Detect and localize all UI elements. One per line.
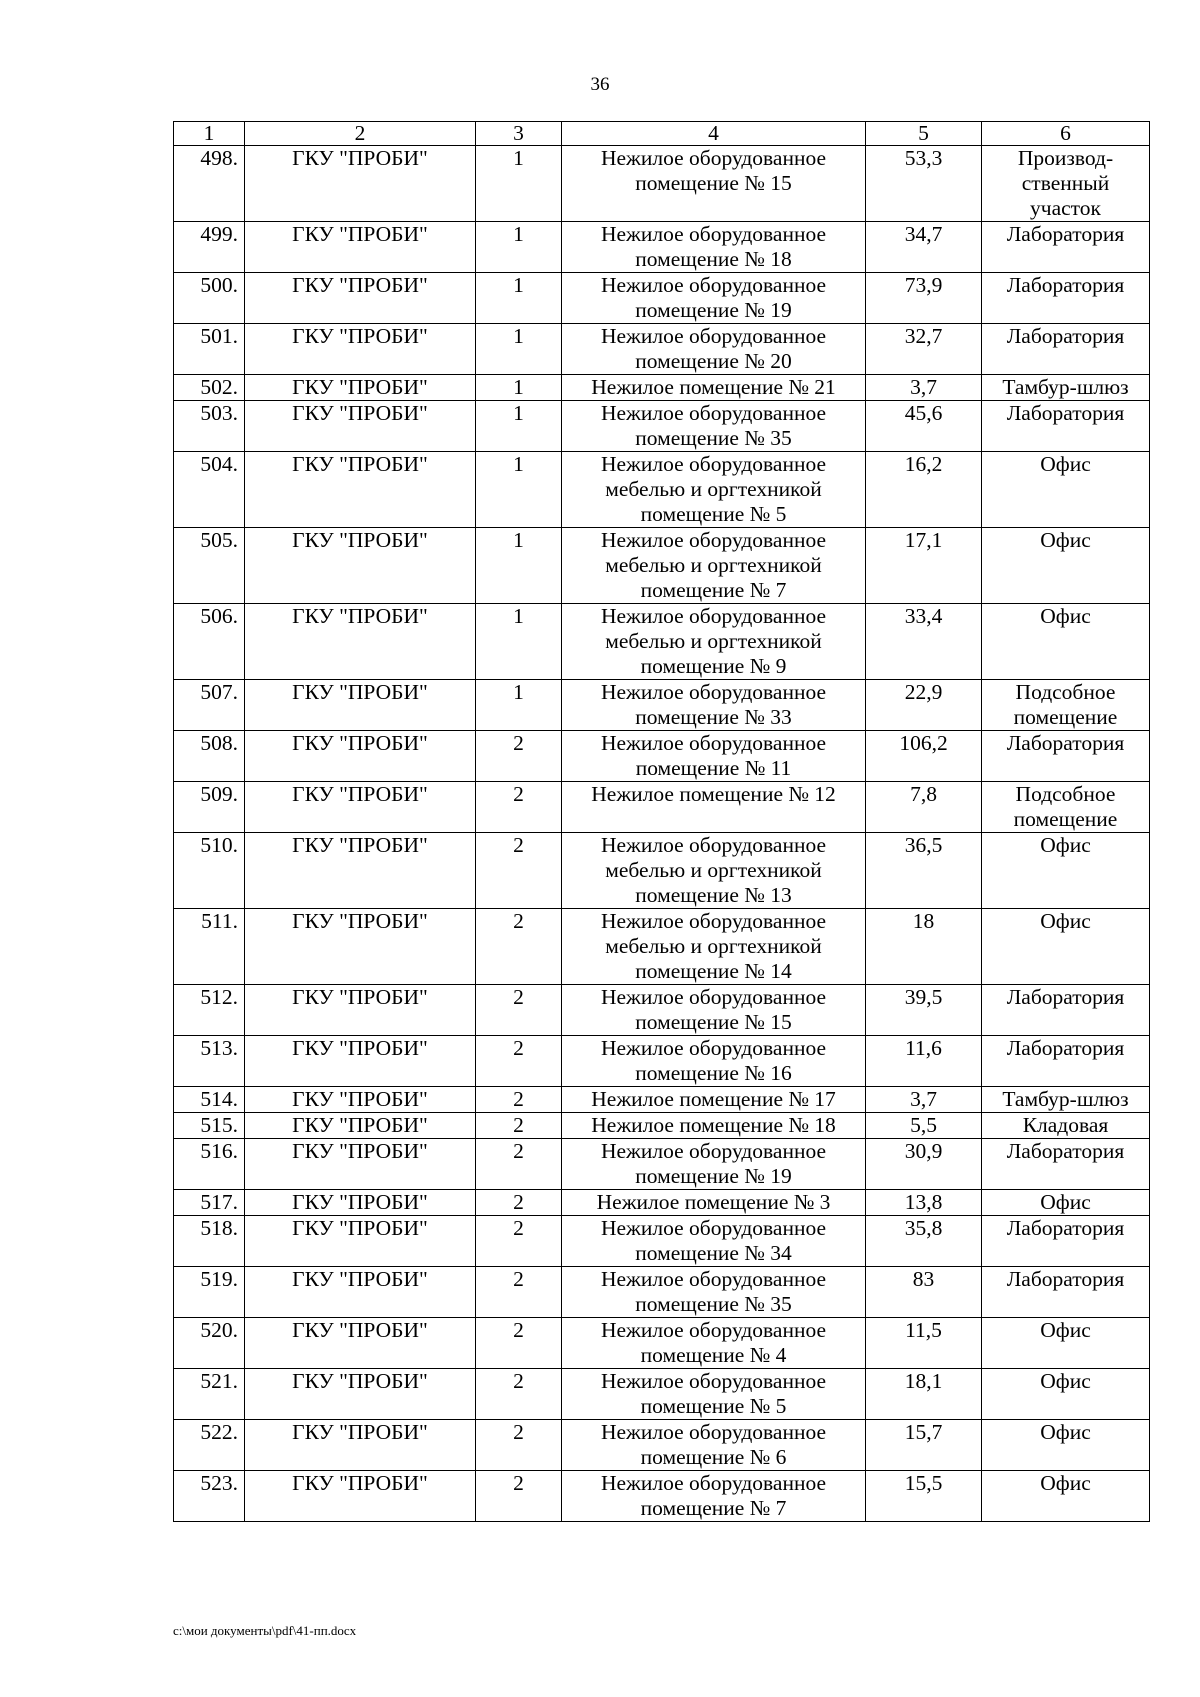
area-cell: 16,2 [866, 452, 982, 528]
table-row [174, 1139, 1150, 1190]
floor-cell: 2 [476, 1190, 562, 1216]
floor-cell: 2 [476, 782, 562, 833]
area-cell: 30,9 [866, 1139, 982, 1190]
premises-description-cell: Нежилое оборудованное мебелью и оргтехникой помещение № 7 [562, 528, 866, 604]
premises-description-cell: Нежилое помещение № 17 [562, 1087, 866, 1113]
table-row [174, 452, 1150, 528]
organization-cell: ГКУ "ПРОБИ" [245, 375, 476, 401]
row-number-cell: 505. [174, 528, 245, 604]
row-number-cell: 499. [174, 222, 245, 273]
row-number-cell: 511. [174, 909, 245, 985]
row-number-cell: 500. [174, 273, 245, 324]
purpose-cell: Тамбур-шлюз [982, 1087, 1150, 1113]
row-number-cell: 509. [174, 782, 245, 833]
file-path-footer: c:\мои документы\pdf\41-пп.docx [173, 1623, 357, 1638]
organization-cell: ГКУ "ПРОБИ" [245, 1420, 476, 1471]
table-row [174, 401, 1150, 452]
floor-cell: 2 [476, 1216, 562, 1267]
floor-cell: 1 [476, 401, 562, 452]
premises-description-cell: Нежилое помещение № 18 [562, 1113, 866, 1139]
premises-description-cell: Нежилое оборудованное помещение № 16 [562, 1036, 866, 1087]
premises-description-cell: Нежилое оборудованное помещение № 15 [562, 985, 866, 1036]
premises-description-cell: Нежилое оборудованное помещение № 4 [562, 1318, 866, 1369]
purpose-cell: Офис [982, 604, 1150, 680]
floor-cell: 2 [476, 833, 562, 909]
organization-cell: ГКУ "ПРОБИ" [245, 324, 476, 375]
table-body [174, 122, 1150, 1522]
purpose-cell: Офис [982, 452, 1150, 528]
floor-cell: 1 [476, 146, 562, 222]
floor-cell: 2 [476, 1471, 562, 1522]
floor-cell: 2 [476, 1267, 562, 1318]
area-cell: 106,2 [866, 731, 982, 782]
row-number-cell: 523. [174, 1471, 245, 1522]
purpose-cell: Кладовая [982, 1113, 1150, 1139]
purpose-cell: Офис [982, 1318, 1150, 1369]
floor-cell: 1 [476, 273, 562, 324]
organization-cell: ГКУ "ПРОБИ" [245, 1471, 476, 1522]
row-number-cell: 507. [174, 680, 245, 731]
organization-cell: ГКУ "ПРОБИ" [245, 1139, 476, 1190]
purpose-cell: Подсобное помещение [982, 680, 1150, 731]
organization-cell: ГКУ "ПРОБИ" [245, 452, 476, 528]
column-header-5: 5 [866, 122, 982, 146]
table-row [174, 146, 1150, 222]
area-cell: 3,7 [866, 1087, 982, 1113]
premises-description-cell: Нежилое оборудованное помещение № 33 [562, 680, 866, 731]
organization-cell: ГКУ "ПРОБИ" [245, 1318, 476, 1369]
table-row [174, 1420, 1150, 1471]
purpose-cell: Лаборатория [982, 1267, 1150, 1318]
floor-cell: 2 [476, 909, 562, 985]
column-header-4: 4 [562, 122, 866, 146]
table-row [174, 273, 1150, 324]
purpose-cell: Лаборатория [982, 401, 1150, 452]
purpose-cell: Офис [982, 909, 1150, 985]
row-number-cell: 513. [174, 1036, 245, 1087]
area-cell: 11,6 [866, 1036, 982, 1087]
premises-description-cell: Нежилое оборудованное помещение № 35 [562, 1267, 866, 1318]
premises-description-cell: Нежилое оборудованное помещение № 34 [562, 1216, 866, 1267]
purpose-cell: Тамбур-шлюз [982, 375, 1150, 401]
row-number-cell: 520. [174, 1318, 245, 1369]
area-cell: 11,5 [866, 1318, 982, 1369]
row-number-cell: 508. [174, 731, 245, 782]
organization-cell: ГКУ "ПРОБИ" [245, 833, 476, 909]
purpose-cell: Производ-ственный участок [982, 146, 1150, 222]
header-row [174, 122, 1150, 146]
floor-cell: 1 [476, 324, 562, 375]
floor-cell: 2 [476, 1113, 562, 1139]
row-number-cell: 501. [174, 324, 245, 375]
area-cell: 39,5 [866, 985, 982, 1036]
purpose-cell: Лаборатория [982, 985, 1150, 1036]
area-cell: 3,7 [866, 375, 982, 401]
row-number-cell: 510. [174, 833, 245, 909]
table-row [174, 1318, 1150, 1369]
table-row [174, 909, 1150, 985]
premises-description-cell: Нежилое оборудованное помещение № 6 [562, 1420, 866, 1471]
floor-cell: 2 [476, 1139, 562, 1190]
row-number-cell: 522. [174, 1420, 245, 1471]
organization-cell: ГКУ "ПРОБИ" [245, 528, 476, 604]
area-cell: 33,4 [866, 604, 982, 680]
column-header-3: 3 [476, 122, 562, 146]
table-row [174, 324, 1150, 375]
table-row [174, 1087, 1150, 1113]
table-row [174, 528, 1150, 604]
area-cell: 5,5 [866, 1113, 982, 1139]
organization-cell: ГКУ "ПРОБИ" [245, 273, 476, 324]
area-cell: 36,5 [866, 833, 982, 909]
area-cell: 15,7 [866, 1420, 982, 1471]
row-number-cell: 517. [174, 1190, 245, 1216]
floor-cell: 2 [476, 731, 562, 782]
area-cell: 22,9 [866, 680, 982, 731]
table-row [174, 833, 1150, 909]
floor-cell: 2 [476, 1318, 562, 1369]
floor-cell: 2 [476, 1369, 562, 1420]
organization-cell: ГКУ "ПРОБИ" [245, 1369, 476, 1420]
floor-cell: 2 [476, 1036, 562, 1087]
column-header-6: 6 [982, 122, 1150, 146]
organization-cell: ГКУ "ПРОБИ" [245, 1267, 476, 1318]
area-cell: 13,8 [866, 1190, 982, 1216]
premises-description-cell: Нежилое оборудованное помещение № 19 [562, 273, 866, 324]
table-row [174, 604, 1150, 680]
organization-cell: ГКУ "ПРОБИ" [245, 146, 476, 222]
table-row [174, 731, 1150, 782]
organization-cell: ГКУ "ПРОБИ" [245, 604, 476, 680]
row-number-cell: 514. [174, 1087, 245, 1113]
table-row [174, 222, 1150, 273]
organization-cell: ГКУ "ПРОБИ" [245, 909, 476, 985]
purpose-cell: Лаборатория [982, 1216, 1150, 1267]
row-number-cell: 498. [174, 146, 245, 222]
area-cell: 15,5 [866, 1471, 982, 1522]
table-row [174, 1471, 1150, 1522]
purpose-cell: Лаборатория [982, 324, 1150, 375]
purpose-cell: Лаборатория [982, 1036, 1150, 1087]
premises-description-cell: Нежилое оборудованное помещение № 11 [562, 731, 866, 782]
table-row [174, 680, 1150, 731]
premises-description-cell: Нежилое оборудованное мебелью и оргтехникой помещение № 14 [562, 909, 866, 985]
table-row [174, 1267, 1150, 1318]
table-row [174, 1036, 1150, 1087]
premises-description-cell: Нежилое оборудованное мебелью и оргтехникой помещение № 5 [562, 452, 866, 528]
row-number-cell: 518. [174, 1216, 245, 1267]
organization-cell: ГКУ "ПРОБИ" [245, 680, 476, 731]
table-row [174, 1216, 1150, 1267]
row-number-cell: 504. [174, 452, 245, 528]
floor-cell: 2 [476, 985, 562, 1036]
area-cell: 83 [866, 1267, 982, 1318]
premises-description-cell: Нежилое оборудованное помещение № 15 [562, 146, 866, 222]
row-number-cell: 503. [174, 401, 245, 452]
organization-cell: ГКУ "ПРОБИ" [245, 401, 476, 452]
organization-cell: ГКУ "ПРОБИ" [245, 1036, 476, 1087]
purpose-cell: Подсобное помещение [982, 782, 1150, 833]
organization-cell: ГКУ "ПРОБИ" [245, 222, 476, 273]
premises-description-cell: Нежилое оборудованное помещение № 20 [562, 324, 866, 375]
organization-cell: ГКУ "ПРОБИ" [245, 782, 476, 833]
table-row [174, 1113, 1150, 1139]
column-header-2: 2 [245, 122, 476, 146]
purpose-cell: Офис [982, 1369, 1150, 1420]
premises-description-cell: Нежилое оборудованное помещение № 5 [562, 1369, 866, 1420]
floor-cell: 1 [476, 222, 562, 273]
organization-cell: ГКУ "ПРОБИ" [245, 1216, 476, 1267]
area-cell: 17,1 [866, 528, 982, 604]
premises-description-cell: Нежилое оборудованное мебелью и оргтехникой помещение № 9 [562, 604, 866, 680]
area-cell: 7,8 [866, 782, 982, 833]
purpose-cell: Лаборатория [982, 222, 1150, 273]
purpose-cell: Офис [982, 1190, 1150, 1216]
table-row [174, 782, 1150, 833]
area-cell: 45,6 [866, 401, 982, 452]
premises-description-cell: Нежилое оборудованное помещение № 35 [562, 401, 866, 452]
floor-cell: 2 [476, 1420, 562, 1471]
floor-cell: 1 [476, 680, 562, 731]
row-number-cell: 515. [174, 1113, 245, 1139]
organization-cell: ГКУ "ПРОБИ" [245, 1190, 476, 1216]
purpose-cell: Офис [982, 1471, 1150, 1522]
purpose-cell: Лаборатория [982, 731, 1150, 782]
row-number-cell: 506. [174, 604, 245, 680]
table-row [174, 1190, 1150, 1216]
row-number-cell: 516. [174, 1139, 245, 1190]
area-cell: 34,7 [866, 222, 982, 273]
floor-cell: 1 [476, 528, 562, 604]
floor-cell: 1 [476, 375, 562, 401]
premises-description-cell: Нежилое оборудованное помещение № 18 [562, 222, 866, 273]
row-number-cell: 502. [174, 375, 245, 401]
purpose-cell: Офис [982, 528, 1150, 604]
premises-description-cell: Нежилое оборудованное помещение № 19 [562, 1139, 866, 1190]
organization-cell: ГКУ "ПРОБИ" [245, 1113, 476, 1139]
premises-description-cell: Нежилое помещение № 21 [562, 375, 866, 401]
premises-description-cell: Нежилое помещение № 3 [562, 1190, 866, 1216]
table-row [174, 375, 1150, 401]
row-number-cell: 521. [174, 1369, 245, 1420]
organization-cell: ГКУ "ПРОБИ" [245, 985, 476, 1036]
premises-description-cell: Нежилое оборудованное мебелью и оргтехникой помещение № 13 [562, 833, 866, 909]
area-cell: 53,3 [866, 146, 982, 222]
organization-cell: ГКУ "ПРОБИ" [245, 731, 476, 782]
row-number-cell: 519. [174, 1267, 245, 1318]
purpose-cell: Офис [982, 833, 1150, 909]
purpose-cell: Лаборатория [982, 273, 1150, 324]
property-table [173, 121, 1150, 1522]
table-row [174, 985, 1150, 1036]
floor-cell: 1 [476, 452, 562, 528]
premises-description-cell: Нежилое оборудованное помещение № 7 [562, 1471, 866, 1522]
row-number-cell: 512. [174, 985, 245, 1036]
floor-cell: 1 [476, 604, 562, 680]
area-cell: 18 [866, 909, 982, 985]
area-cell: 32,7 [866, 324, 982, 375]
page-number: 36 [590, 74, 610, 95]
area-cell: 73,9 [866, 273, 982, 324]
floor-cell: 2 [476, 1087, 562, 1113]
table-row [174, 1369, 1150, 1420]
purpose-cell: Офис [982, 1420, 1150, 1471]
premises-description-cell: Нежилое помещение № 12 [562, 782, 866, 833]
area-cell: 35,8 [866, 1216, 982, 1267]
organization-cell: ГКУ "ПРОБИ" [245, 1087, 476, 1113]
purpose-cell: Лаборатория [982, 1139, 1150, 1190]
area-cell: 18,1 [866, 1369, 982, 1420]
column-header-1: 1 [174, 122, 245, 146]
